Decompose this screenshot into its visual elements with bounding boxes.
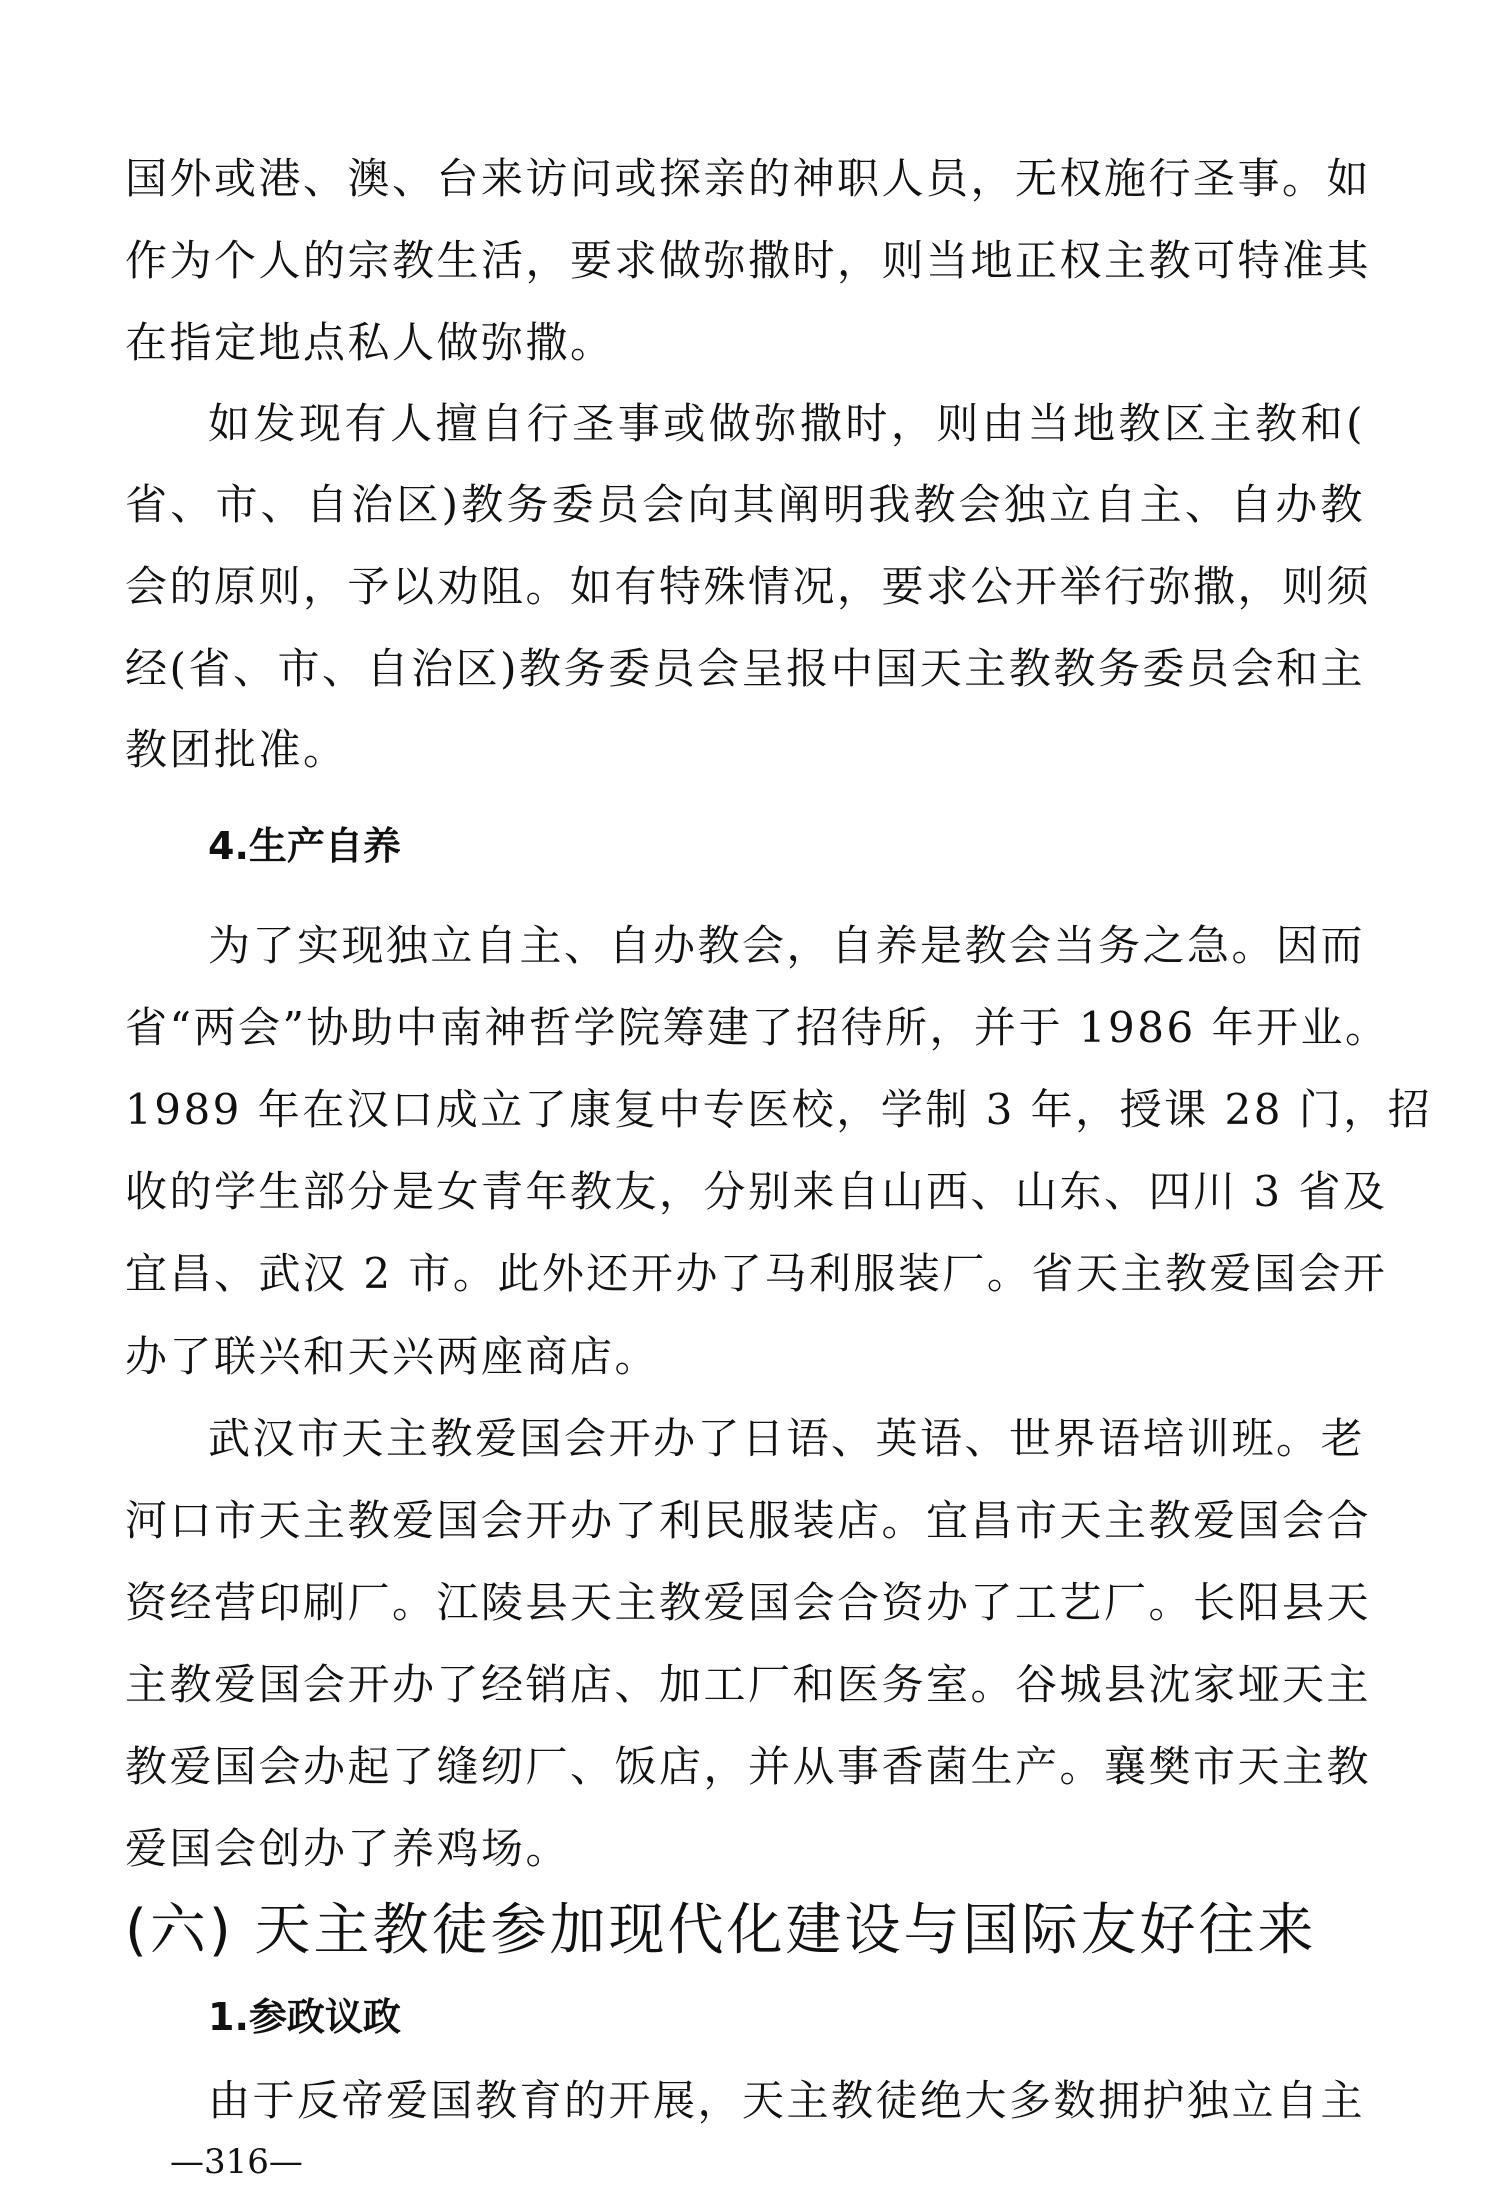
body-text-line: 资经营印刷厂。江陵县天主教爱国会合资办了工艺厂。长阳县天	[125, 1578, 1372, 1627]
body-text-line: 教爱国会办起了缝纫厂、饭店，并从事香菌生产。襄樊市天主教	[125, 1742, 1372, 1791]
section-title: (六) 天主教徒参加现代化建设与国际友好往来	[125, 1898, 1317, 1963]
subsection-heading: 1.参政议政	[208, 1995, 401, 2039]
body-text-line: 武汉市天主教爱国会开办了日语、英语、世界语培训班。老	[208, 1414, 1366, 1463]
body-text-line: 由于反帝爱国教育的开展，天主教徒绝大多数拥护独立自主	[208, 2076, 1366, 2125]
body-text-line: 经(省、市、自治区)教务委员会呈报中国天主教教务委员会和主	[125, 644, 1365, 693]
subsection-heading: 4.生产自养	[208, 824, 401, 868]
body-text-line: 为了实现独立自主、自办教会，自养是教会当务之急。因而	[208, 921, 1366, 970]
body-text-line: 河口市天主教爱国会开办了利民服装店。宜昌市天主教爱国会合	[125, 1496, 1372, 1545]
body-text-line: 国外或港、澳、台来访问或探亲的神职人员，无权施行圣事。如	[125, 154, 1372, 203]
body-text-line: 省、市、自治区)教务委员会向其阐明我教会独立自主、自办教	[125, 480, 1365, 529]
body-text-line: 主教爱国会开办了经销店、加工厂和医务室。谷城县沈家垭天主	[125, 1660, 1372, 1709]
body-text-line: 如发现有人擅自行圣事或做弥撒时，则由当地教区主教和(	[208, 399, 1365, 448]
body-text-line: 作为个人的宗教生活，要求做弥撒时，则当地正权主教可特准其	[125, 236, 1372, 285]
body-text-line: 爱国会创办了养鸡场。	[125, 1824, 571, 1873]
body-text-line: 教团批准。	[125, 725, 348, 774]
page-number: —316—	[170, 2142, 303, 2182]
body-text-line: 省“两会”协助中南神哲学院筹建了招待所，并于 1986 年开业。	[125, 1003, 1390, 1052]
body-text-line: 宜昌、武汉 2 市。此外还开办了马利服装厂。省天主教爱国会开	[125, 1249, 1388, 1298]
body-text-line: 会的原则，予以劝阻。如有特殊情况，要求公开举行弥撒，则须	[125, 562, 1372, 611]
body-text-line: 1989 年在汉口成立了康复中专医校，学制 3 年，授课 28 门，招	[125, 1085, 1433, 1134]
body-text-line: 收的学生部分是女青年教友，分别来自山西、山东、四川 3 省及	[125, 1167, 1388, 1216]
body-text-line: 办了联兴和天兴两座商店。	[125, 1332, 660, 1381]
body-text-line: 在指定地点私人做弥撒。	[125, 318, 615, 367]
